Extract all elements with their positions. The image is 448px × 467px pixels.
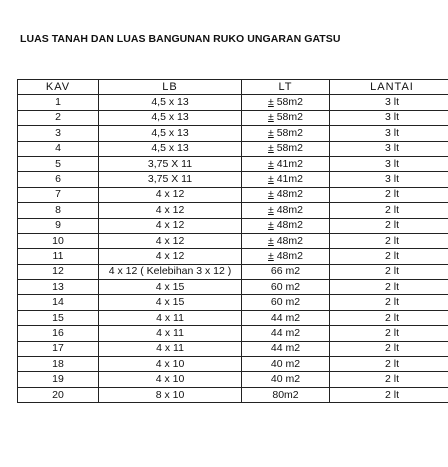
cell-lantai: 3 lt <box>330 141 448 156</box>
lt-value: 44 m2 <box>270 342 301 355</box>
lt-value: 48m2 <box>273 188 303 201</box>
plus-minus-symbol: ± <box>268 126 274 139</box>
lt-value: 44 m2 <box>270 311 301 324</box>
cell-lb: 4 x 12 <box>99 187 242 202</box>
cell-lb: 4 x 12 <box>99 203 242 218</box>
table-row <box>18 156 448 171</box>
cell-kav: 18 <box>18 357 99 372</box>
table-row <box>18 249 448 264</box>
header-lb: LB <box>99 80 242 95</box>
cell-lantai: 2 lt <box>330 218 448 233</box>
cell-lb: 3,75 X 11 <box>99 172 242 187</box>
cell-lb: 3,75 X 11 <box>99 156 242 171</box>
cell-lb: 8 x 10 <box>99 387 242 402</box>
cell-lt <box>242 295 330 310</box>
lt-value: 66 m2 <box>270 265 301 278</box>
cell-lb: 4,5 x 13 <box>99 95 242 110</box>
plus-minus-symbol: ± <box>268 142 274 155</box>
cell-lt <box>242 387 330 402</box>
cell-lt <box>242 264 330 279</box>
cell-lantai: 2 lt <box>330 341 448 356</box>
plus-minus-symbol: ± <box>268 219 274 232</box>
cell-kav: 16 <box>18 326 99 341</box>
cell-lb: 4,5 x 13 <box>99 110 242 125</box>
table-row <box>18 326 448 341</box>
cell-kav: 20 <box>18 387 99 402</box>
cell-lb: 4 x 11 <box>99 341 242 356</box>
cell-lt <box>242 310 330 325</box>
lt-value: 48m2 <box>273 234 303 247</box>
lt-value: 40 m2 <box>270 373 301 386</box>
cell-lantai: 2 lt <box>330 203 448 218</box>
table-row <box>18 126 448 141</box>
cell-lt <box>242 357 330 372</box>
table-row <box>18 187 448 202</box>
lt-value: 58m2 <box>273 111 303 124</box>
cell-kav: 14 <box>18 295 99 310</box>
cell-lt <box>242 126 330 141</box>
land-building-table-wrap <box>17 79 448 403</box>
table-row <box>18 372 448 387</box>
lt-value: 40 m2 <box>270 357 301 370</box>
document-title: LUAS TANAH DAN LUAS BANGUNAN RUKO UNGARAN GATSU <box>20 33 341 45</box>
cell-lt <box>242 187 330 202</box>
table-row <box>18 172 448 187</box>
table-row <box>18 218 448 233</box>
cell-lantai: 3 lt <box>330 156 448 171</box>
table-row <box>18 280 448 295</box>
cell-kav: 4 <box>18 141 99 156</box>
cell-lt <box>242 95 330 110</box>
cell-lt <box>242 218 330 233</box>
cell-kav: 11 <box>18 249 99 264</box>
cell-lb: 4 x 15 <box>99 295 242 310</box>
cell-lantai: 2 lt <box>330 249 448 264</box>
cell-lt <box>242 326 330 341</box>
cell-lb: 4 x 15 <box>99 280 242 295</box>
cell-kav: 2 <box>18 110 99 125</box>
cell-lt <box>242 156 330 171</box>
cell-lt <box>242 203 330 218</box>
table-row <box>18 264 448 279</box>
cell-lantai: 2 lt <box>330 310 448 325</box>
lt-value: 60 m2 <box>270 296 301 309</box>
lt-value: 48m2 <box>273 203 303 216</box>
lt-value: 58m2 <box>273 96 303 109</box>
cell-lantai: 2 lt <box>330 295 448 310</box>
cell-lb: 4 x 12 <box>99 233 242 248</box>
cell-lantai: 3 lt <box>330 95 448 110</box>
cell-lt <box>242 280 330 295</box>
header-lantai: LANTAI <box>330 80 448 95</box>
table-row <box>18 233 448 248</box>
cell-lantai: 2 lt <box>330 187 448 202</box>
cell-kav: 3 <box>18 126 99 141</box>
cell-kav: 19 <box>18 372 99 387</box>
cell-lb: 4 x 10 <box>99 357 242 372</box>
cell-lantai: 2 lt <box>330 357 448 372</box>
lt-value: 41m2 <box>273 173 303 186</box>
cell-lantai: 3 lt <box>330 172 448 187</box>
cell-kav: 17 <box>18 341 99 356</box>
cell-kav: 13 <box>18 280 99 295</box>
land-building-table <box>17 79 448 403</box>
cell-lb: 4 x 12 <box>99 249 242 264</box>
cell-lt <box>242 233 330 248</box>
lt-value: 48m2 <box>273 219 303 232</box>
table-row <box>18 141 448 156</box>
cell-lantai: 2 lt <box>330 233 448 248</box>
table-row <box>18 110 448 125</box>
plus-minus-symbol: ± <box>268 249 274 262</box>
cell-lb: 4,5 x 13 <box>99 126 242 141</box>
lt-value: 48m2 <box>273 249 303 262</box>
cell-lb: 4,5 x 13 <box>99 141 242 156</box>
cell-lt <box>242 172 330 187</box>
plus-minus-symbol: ± <box>268 157 274 170</box>
cell-lantai: 2 lt <box>330 372 448 387</box>
cell-kav: 6 <box>18 172 99 187</box>
cell-lt <box>242 372 330 387</box>
plus-minus-symbol: ± <box>268 111 274 124</box>
cell-lb: 4 x 12 ( Kelebihan 3 x 12 ) <box>99 264 242 279</box>
table-row <box>18 357 448 372</box>
cell-lantai: 2 lt <box>330 264 448 279</box>
cell-kav: 7 <box>18 187 99 202</box>
lt-value: 58m2 <box>273 126 303 139</box>
table-row <box>18 310 448 325</box>
table-row <box>18 95 448 110</box>
cell-kav: 9 <box>18 218 99 233</box>
cell-kav: 15 <box>18 310 99 325</box>
table-row <box>18 387 448 402</box>
cell-kav: 12 <box>18 264 99 279</box>
cell-kav: 1 <box>18 95 99 110</box>
plus-minus-symbol: ± <box>268 234 274 247</box>
cell-lantai: 3 lt <box>330 126 448 141</box>
lt-value: 60 m2 <box>270 280 301 293</box>
table-row <box>18 203 448 218</box>
lt-value: 80m2 <box>272 388 299 401</box>
table-body <box>18 95 448 403</box>
cell-kav: 10 <box>18 233 99 248</box>
table-header <box>18 80 448 95</box>
table-row <box>18 295 448 310</box>
cell-lantai: 2 lt <box>330 387 448 402</box>
cell-lb: 4 x 11 <box>99 310 242 325</box>
plus-minus-symbol: ± <box>268 96 274 109</box>
cell-kav: 8 <box>18 203 99 218</box>
cell-lantai: 3 lt <box>330 110 448 125</box>
plus-minus-symbol: ± <box>268 173 274 186</box>
cell-lantai: 2 lt <box>330 326 448 341</box>
lt-value: 58m2 <box>273 142 303 155</box>
header-kav: KAV <box>18 80 99 95</box>
header-row <box>18 80 448 95</box>
cell-lt <box>242 249 330 264</box>
plus-minus-symbol: ± <box>268 188 274 201</box>
plus-minus-symbol: ± <box>268 203 274 216</box>
cell-kav: 5 <box>18 156 99 171</box>
cell-lb: 4 x 11 <box>99 326 242 341</box>
cell-lt <box>242 341 330 356</box>
cell-lb: 4 x 10 <box>99 372 242 387</box>
cell-lt <box>242 110 330 125</box>
cell-lb: 4 x 12 <box>99 218 242 233</box>
cell-lantai: 2 lt <box>330 280 448 295</box>
table-row <box>18 341 448 356</box>
header-lt: LT <box>242 80 330 95</box>
lt-value: 44 m2 <box>270 326 301 339</box>
lt-value: 41m2 <box>273 157 303 170</box>
cell-lt <box>242 141 330 156</box>
